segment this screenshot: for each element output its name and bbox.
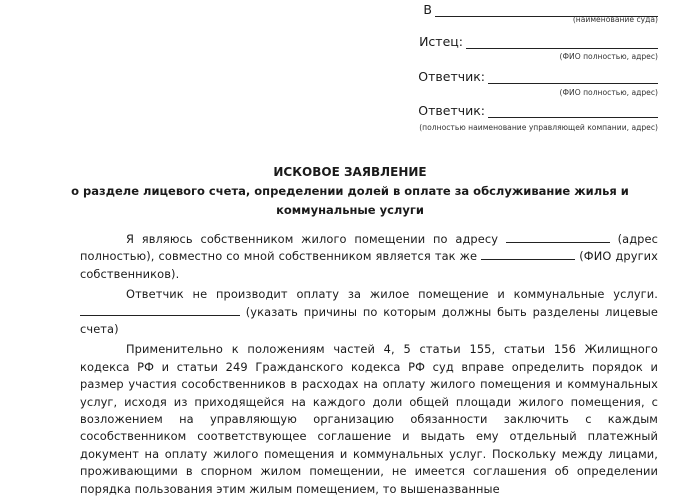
defendant-label-1: Ответчик: [418, 69, 485, 84]
defendant-blank-line-1 [488, 71, 658, 84]
address-blank-line [506, 231, 610, 243]
document-body [80, 231, 658, 501]
document-subtitle-line-1: о разделе лицевого счета, определении долей в оплате за обслуживание жилья и [71, 184, 629, 198]
ownership-text-b: (адрес полностью), совместно со мной собственником является так же [80, 232, 658, 264]
reasons-blank-line [80, 304, 240, 316]
defendant-caption-2: (полностью наименование управляющей компании, адрес) [419, 123, 658, 132]
document-subtitle-line-2: коммунальные услуги [276, 203, 424, 217]
defendant-blank-line-2 [488, 105, 658, 118]
plaintiff-blank-line [466, 36, 658, 49]
court-label: В [423, 2, 432, 17]
ownership-text-c: (ФИО других собственников). [80, 249, 658, 281]
document-title: ИСКОВОЕ ЗАЯВЛЕНИЕ [273, 165, 427, 179]
defendant-row-2 [418, 104, 658, 118]
paragraph-legal-basis [80, 341, 658, 498]
plaintiff-row [419, 35, 658, 49]
co-owners-blank-line [481, 248, 575, 260]
legal-basis-text: Применительно к положениям частей 4, 5 статьи 155, статьи 156 Жилищного кодекса РФ и статьи 249 Гражданского кодекса РФ суд вправе определить порядок и размер участия сособственников в расходах на оплату жилого помещения и коммунальных услуг, исходя из приходящейся на каждого доли общей площади жилого помещения, с возложением на управляющую организацию обязанности заключить с каждым сособственником соответствующее соглашение и выдать ему отдельный платежный документ на оплату жилого помещения и коммунальных услуг. Поскольку между лицами, проживающими в спорном жилом помещении, не имеется соглашения об определении порядка пользования этим жилым помещением, то вышеназванные [80, 342, 658, 496]
defendant-label-2: Ответчик: [418, 103, 485, 118]
paragraph-ownership [80, 231, 658, 283]
document-title-block [0, 163, 700, 220]
nonpayment-text-b: (указать причины по которым должны быть разделены лицевые счета) [80, 304, 658, 337]
plaintiff-caption: (ФИО полностью, адрес) [559, 52, 658, 61]
defendant-row-1 [418, 70, 658, 84]
defendant-caption-1: (ФИО полностью, адрес) [559, 88, 658, 97]
paragraph-nonpayment [80, 286, 658, 338]
ownership-text-a: Я являюсь собственником жилого помещении по адресу [126, 232, 499, 246]
nonpayment-text-a: Ответчик не производит оплату за жилое помещение и коммунальные услуги. [126, 287, 658, 302]
court-caption: (наименование суда) [572, 15, 658, 24]
plaintiff-label: Истец: [419, 34, 463, 49]
